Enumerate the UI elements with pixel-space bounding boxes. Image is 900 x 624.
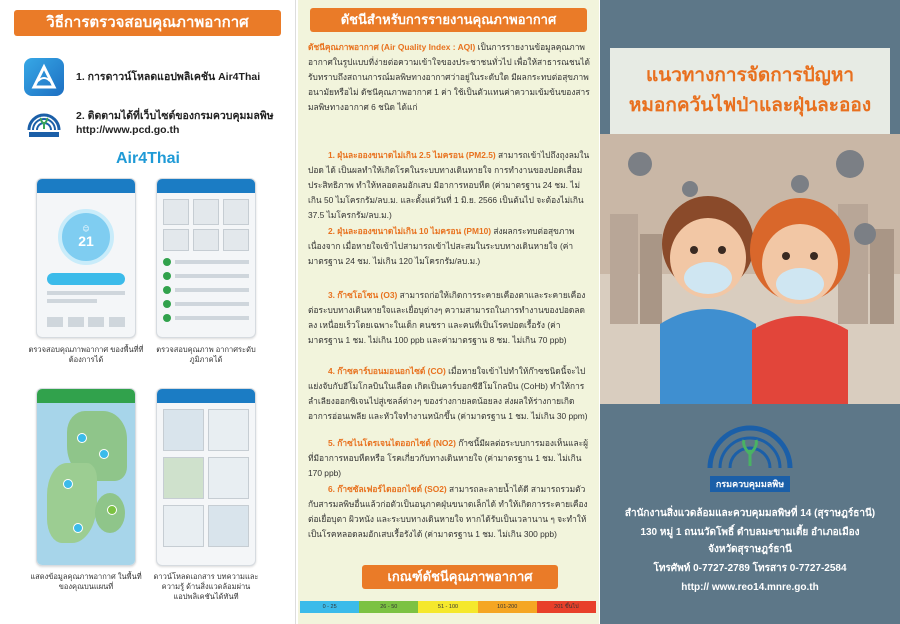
app-screenshot-map xyxy=(36,388,136,566)
app-screenshot-documents xyxy=(156,388,256,566)
right-panel xyxy=(600,0,900,624)
aqi-scale-level-1: 0 - 25 xyxy=(300,601,359,613)
aqi-intro-lead: ดัชนีคุณภาพอากาศ (Air Quality Index : AQI) xyxy=(308,42,476,52)
middle-panel xyxy=(298,0,599,624)
left-panel xyxy=(0,0,296,624)
app-header-bar xyxy=(157,179,255,193)
middle-panel-title: ดัชนีสำหรับการรายงานคุณภาพอากาศ xyxy=(310,8,587,32)
children-with-masks-illustration xyxy=(600,134,900,404)
cover-title-line2: หมอกควันไฟป่าและฝุ่นละออง xyxy=(628,95,872,116)
cover-title-line1: แนวทางการจัดการปัญหา xyxy=(645,65,855,86)
caption-documents: ดาวน์โหลดเอกสาร บทความและความรู้ ด้านสิ่งแวดล้อมผ่านแอปพลิเคชันได้ทันที xyxy=(153,572,259,601)
pcd-logo-icon xyxy=(24,104,64,142)
caption-map: แสดงข้อมูลคุณภาพอากาศ ในพื้นที่ของคุณบนแผนที่ xyxy=(30,572,142,591)
pollutant-pm25: 1. ฝุ่นละอองขนาดไม่เกิน 2.5 ไมครอน (PM2.5) สามารถเข้าไปถึงถุงลมในปอด ได้ เป็นผลทำให้เกิดโรคในระบบทางเดินหายใจ การทำงานของปอดเสื่อมประสิทธิภาพ ทำให้หลอดลมอักเสบ มีอาการหอบหืด (ค่ามาตรฐาน 24 ชม. ไม่เกิน 50 ไมโครกรัม/ลบ.ม. และตั้งแต่วันที่ 1 มิ.ย. 2566 เป็นต้นไป จะต้องไม่เกิน 37.5 ไมโครกรัม/ลบ.ม.) xyxy=(308,150,590,220)
app-header-bar xyxy=(37,389,135,403)
aqi-scale-level-3: 51 - 100 xyxy=(418,601,477,613)
aqi-gauge xyxy=(58,209,114,265)
app-header-bar xyxy=(157,389,255,403)
pollutant-so2: 6. ก๊าซซัลเฟอร์ไดออกไซด์ (SO2) สามารถละลายน้ำได้ดี สามารถรวมตัวกับสารมลพิษอื่นแล้วก่อตัวเป็นอนุภาคฝุ่นขนาดเล็กได้ ทำให้เกิดการระคายเคืองต่อเยื่อบุตา ผิวหนัง และระบบทางเดินหายใจ หากได้รับเป็นเวลานาน ๆ จะทำให้เป็นโรคหลอดลมอักเสบเรื้อรังได้ (ค่ามาตรฐาน 1 ชม. ไม่เกิน 300 ppb) xyxy=(308,484,588,539)
app-header-bar xyxy=(37,179,135,193)
office-address: 130 หมู่ 1 ถนนวัดโพธิ์ ตำบลมะขามเตี้ย อำเภอเมือง xyxy=(640,527,860,538)
cover-title xyxy=(610,48,890,134)
air4thai-app-icon[interactable] xyxy=(24,58,64,96)
step1-text: 1. การดาวน์โหลดแอปพลิเคชัน Air4Thai xyxy=(76,71,261,83)
office-name: สำนักงานสิ่งแวดล้อมและควบคุมมลพิษที่ 14 (สุราษฎร์ธานี) xyxy=(624,508,876,519)
aqi-scale-level-4: 101-200 xyxy=(478,601,537,613)
caption-aqi: ตรวจสอบคุณภาพอากาศ ของพื้นที่ที่ต้องการได้ xyxy=(28,345,144,364)
step-download-app xyxy=(24,58,260,96)
aqi-scale-bar xyxy=(300,601,596,613)
aqi-scale-level-5: 201 ขึ้นไป xyxy=(537,601,596,613)
app-screenshot-regions xyxy=(156,178,256,338)
air4thai-brand: Air4Thai xyxy=(115,150,180,167)
pollutant-co: 4. ก๊าซคาร์บอนมอนอกไซด์ (CO) เมื่อหายใจเข้าไปทำให้ก๊าซชนิดนี้จะไปแย่งจับกับฮีโมโกลบินในเลือด เกิดเป็นคาร์บอกซีฮีโมโกลบิน (CoHb) ทำให้การลำเลียงออกซิเจนไปสู่เซลล์ต่างๆ ของร่างกายลดน้อยลง ส่งผลให้ร่างกายเกิดอาการอ่อนเพลีย และหัวใจทำงานหนักขึ้น (ค่ามาตรฐาน 1 ชม. ไม่เกิน 30 ppm) xyxy=(308,366,588,421)
office-website-link[interactable]: http:// www.reo14.mnre.go.th xyxy=(681,582,819,593)
pollutant-o3: 3. ก๊าซโอโซน (O3) สามารถก่อให้เกิดการระคายเคืองตาและระคายเคืองต่อระบบทางเดินหายใจและเยื่อบุต่างๆ ความสามารถในการทำงานของปอดลดลง เหนื่อยเร็วโดยเฉพาะในเด็ก คนชรา และคนที่เป็นโรคปอดเรื้อรัง (ค่ามาตรฐาน 1 ชม. ไม่เกิน 100 ppb และค่ามาตรฐาน 8 ชม. ไม่เกิน 70 ppb) xyxy=(308,290,586,345)
pollutant-no2: 5. ก๊าซไนโตรเจนไดออกไซด์ (NO2) ก๊าซนี้มีผลต่อระบบการมองเห็นและผู้ที่มีอาการหอบหืดหรือ โรคเกี่ยวกับทางเดินหายใจ (ค่ามาตรฐาน 1 ชม. ไม่เกิน 170 ppb) xyxy=(308,438,589,478)
aqi-intro-text: เป็นการรายงานข้อมูลคุณภาพอากาศในรูปแบบที่ง่ายต่อความเข้าใจของประชาชนทั่วไป เพื่อให้สาธารณชนได้รับทราบถึงสถานการณ์มลพิษทางอากาศว่าอยู่ในระดับใด มีผลกระทบต่อสุขภาพอนามัยหรือไม่ ดัชนีคุณภาพอากาศ 1 ค่า ใช้เป็นตัวแทนค่าความเข้มข้นของสารมลพิษทางอากาศ 6 ชนิด ได้แก่ xyxy=(308,42,590,112)
office-phone: โทรศัพท์ 0-7727-2789 โทรสาร 0-7727-2584 xyxy=(653,563,847,574)
caption-regions: ตรวจสอบคุณภาพ อากาศระดับภูมิภาคได้ xyxy=(156,345,256,364)
step-website xyxy=(24,104,274,142)
map-view[interactable] xyxy=(37,403,135,566)
step2-line1: 2. ติดตามได้ที่เว็บไซต์ของกรมควบคุมมลพิษ xyxy=(76,110,274,122)
aqi-scale-title: เกณฑ์ดัชนีคุณภาพอากาศ xyxy=(362,565,558,589)
aqi-intro xyxy=(308,40,590,115)
step2-text xyxy=(76,109,274,137)
office-province: จังหวัดสุราษฎร์ธานี xyxy=(708,544,792,555)
left-panel-title: วิธีการตรวจสอบคุณภาพอากาศ xyxy=(14,10,281,36)
pollutant-pm10: 2. ฝุ่นละอองขนาดไม่เกิน 10 ไมครอน (PM10) ส่งผลกระทบต่อสุขภาพเนื่องจาก เมื่อหายใจเข้าไปสามารถเข้าไปสะสมในระบบทางเดินหายใจ (ค่ามาตรฐาน 24 ชม. ไม่เกิน 120 ไมโครกรัม/ลบ.ม.) xyxy=(308,226,575,266)
face-icon: ☺ xyxy=(82,225,90,233)
pcd-emblem-icon xyxy=(702,408,798,474)
pcd-website-link[interactable]: http://www.pcd.go.th xyxy=(76,124,180,136)
pcd-emblem xyxy=(700,408,800,494)
pcd-emblem-text: กรมควบคุมมลพิษ xyxy=(710,476,790,492)
aqi-value: 21 xyxy=(78,233,94,249)
app-screenshot-aqi xyxy=(36,178,136,338)
aqi-scale-level-2: 26 - 50 xyxy=(359,601,418,613)
